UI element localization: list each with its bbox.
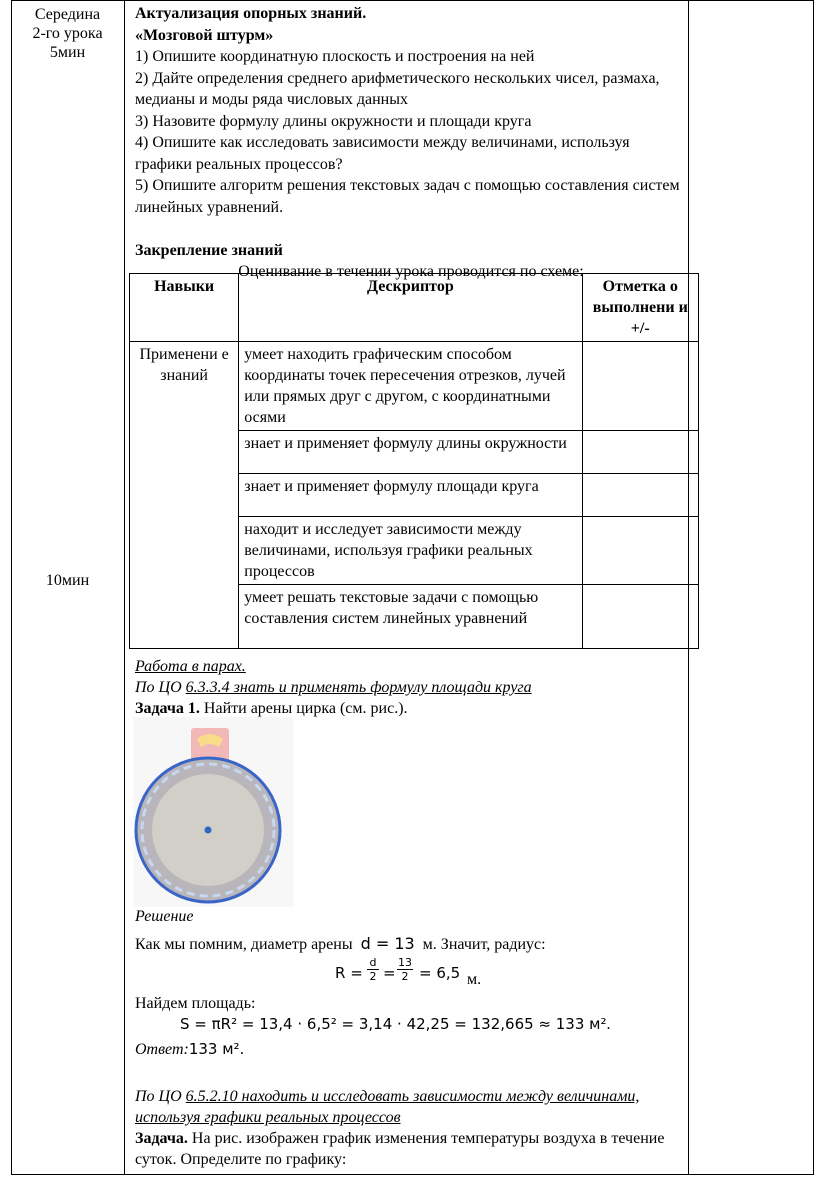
section-pairs <box>135 656 695 719</box>
arena-center-point <box>205 827 212 834</box>
descriptor-cell: знает и применяет формулу длины окружности <box>239 431 582 474</box>
solution-text: Как мы помним, диаметр арены <box>135 936 353 953</box>
objective-text: 6.5.2.10 находить и исследовать зависимости между величинами, используя графики реальных процессов <box>135 1088 640 1126</box>
answer-line <box>135 1039 695 1060</box>
section-task2 <box>135 1086 695 1170</box>
learning-objective <box>135 677 695 698</box>
timing-text: 2-го урока <box>32 25 103 42</box>
solution-text: м. Значит, радиус: <box>422 936 546 953</box>
formula-part: = 6,5 <box>419 964 461 982</box>
timing-text: 10мин <box>45 572 90 589</box>
timing-cell-2 <box>11 571 124 590</box>
solution-block <box>135 906 695 1060</box>
mark-cell[interactable] <box>582 431 699 474</box>
objective-prefix: По ЦО <box>135 679 186 696</box>
learning-objective <box>135 1086 695 1128</box>
question-item: 2) Дайте определения среднего арифметического нескольких чисел, размаха, медианы и моды ряда числовых данных <box>135 69 660 108</box>
formula-dot: . <box>606 1016 611 1033</box>
task-statement <box>135 1128 695 1170</box>
mark-cell[interactable] <box>582 342 699 431</box>
objective-prefix: По ЦО <box>135 1088 186 1105</box>
table-border-top <box>11 0 814 1</box>
task-statement <box>135 698 695 719</box>
question-item: 1) Опишите координатную плоскость и построения на ней <box>135 48 535 65</box>
skill-cell: Применени е знаний <box>130 342 239 649</box>
table-border-right <box>813 0 814 1175</box>
section-brainstorm <box>135 3 687 283</box>
lesson-table <box>11 0 814 1175</box>
task-label: Задача 1. <box>135 700 200 717</box>
timing-text: 5мин <box>49 44 86 61</box>
mark-cell[interactable] <box>582 517 699 585</box>
section-heading: Актуализация опорных знаний. <box>135 5 367 22</box>
objective-text: 6.3.3.4 знать и применять формулу площади круга <box>185 679 532 696</box>
column-header: Дескриптор <box>239 274 582 342</box>
section-subheading: «Мозговой штурм» <box>135 26 274 44</box>
question-item: 4) Опишите как исследовать зависимости между величинами, используя графики реальных процессов? <box>135 134 630 173</box>
pairs-title: Работа в парах. <box>135 658 246 675</box>
fraction-numerator: d <box>367 957 379 970</box>
area-formula-line <box>135 1014 695 1035</box>
section-heading: Закрепление знаний <box>135 241 283 259</box>
mark-cell[interactable] <box>582 585 699 649</box>
fraction-denominator: 2 <box>369 970 377 983</box>
assessment-intro: Оценивание в течении урока проводится по схеме: <box>238 263 584 280</box>
question-item: 3) Назовите формулу длины окружности и площади круга <box>135 112 532 130</box>
answer-label: Ответ: <box>135 1041 189 1058</box>
column-header: Отметка о выполнени и +/- <box>582 274 699 342</box>
question-item: 5) Опишите алгоритм решения текстовых задач с помощью составления систем линейных уравнений. <box>135 177 680 216</box>
arena-figure <box>133 717 293 907</box>
timing-cell-1 <box>11 5 124 62</box>
timing-text: Середина <box>34 6 101 23</box>
column-divider-1 <box>124 0 125 1175</box>
task-text: На рис. изображен график изменения температуры воздуха в течение суток. Определите по графику: <box>135 1130 665 1168</box>
formula-part: R = <box>335 964 363 982</box>
table-row <box>130 274 699 342</box>
unit-label: м. <box>467 971 482 988</box>
descriptor-cell: умеет решать текстовые задачи с помощью составления систем линейных уравнений <box>239 585 582 649</box>
area-intro: Найдем площадь: <box>135 995 256 1012</box>
column-header: Навыки <box>130 274 239 342</box>
solution-label: Решение <box>135 908 194 925</box>
descriptor-cell: знает и применяет формулу площади круга <box>239 474 582 517</box>
table-row <box>130 342 699 431</box>
answer-value: 133 м². <box>188 1040 245 1058</box>
rubric-table <box>129 273 699 649</box>
radius-formula <box>335 957 816 987</box>
diameter-formula: d = 13 <box>360 934 415 953</box>
solution-line <box>135 933 695 955</box>
descriptor-cell: находит и исследует зависимости между величинами, используя графики реальных процессов <box>239 517 582 585</box>
mark-cell[interactable] <box>582 474 699 517</box>
task-label: Задача. <box>135 1130 188 1147</box>
formula-part: = <box>383 964 396 982</box>
task-text: Найти арены цирка (см. рис.). <box>199 700 408 717</box>
fraction-denominator: 2 <box>401 970 409 983</box>
table-border-bottom <box>11 1174 814 1175</box>
area-formula: S = πR² = 13,4 · 6,5² = 3,14 · 42,25 = 132,665 ≈ 133 м² <box>180 1015 607 1033</box>
fraction-numerator: 13 <box>398 956 412 969</box>
descriptor-cell: умеет находить графическим способом координаты точек пересечения отрезков, лучей или прямых друг с другом, с координатными осями <box>239 342 582 431</box>
